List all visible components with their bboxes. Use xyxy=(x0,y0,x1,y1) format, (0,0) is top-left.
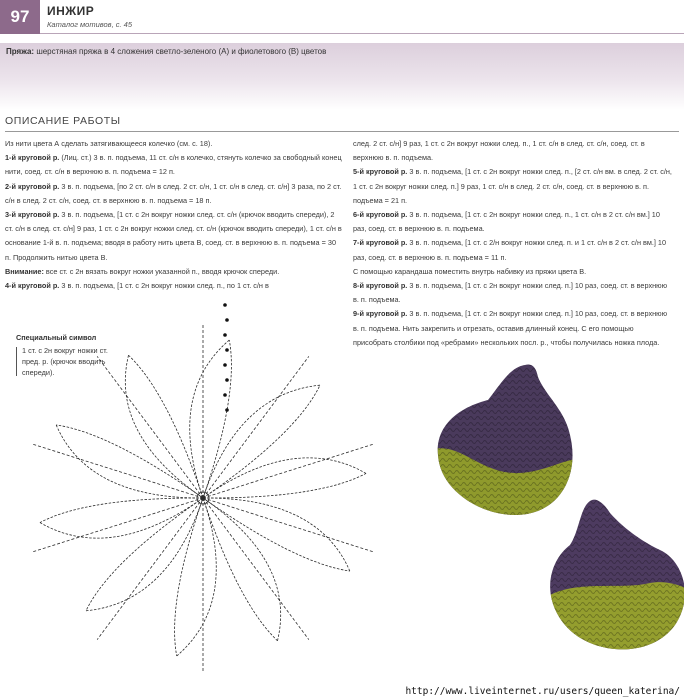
row-label: 7-й круговой р. xyxy=(353,238,408,248)
row-label: 6-й круговой р. xyxy=(353,210,408,220)
yarn-description: шерстяная пряжа в 4 сложения светло-зеленого (А) и фиолетового (В) цветов xyxy=(34,47,327,56)
intro-paragraph: Из нити цвета А сделать затягивающееся колечко (см. с. 18). xyxy=(5,139,213,148)
row-text: 3 в. п. подъема, [1 ст. с 2н вокруг ножки след. п., [2 ст. с/н вм. в след. 2 ст. с/н, 1 ст. с 2н вокруг ножки след. п.] 9 раз, 1 ст. с/н в след. 2 ст. с/н, соед. ст. в верхнюю в. п. подъема = 21 п. xyxy=(353,167,672,205)
row-label: 9-й круговой р. xyxy=(353,309,408,319)
row-text: (Лиц. ст.) 3 в. п. подъема, 11 ст. с/н в колечко, стянуть колечко за свободный конец нити, соед. ст. с/н в верхнюю в. п. подъема = 12 п. xyxy=(5,153,342,177)
crochet-chart-strokes xyxy=(32,303,374,673)
row-label: 4-й круговой р. xyxy=(5,281,60,291)
yarn-info xyxy=(6,47,326,56)
special-symbol-title: Специальный символ xyxy=(16,333,97,342)
note xyxy=(5,265,343,279)
row-text: 3 в. п. подъема, [1 ст. с 2н вокруг ножки след. п., по 1 ст. с/н в xyxy=(59,281,269,291)
watermark-url: http://www.liveinternet.ru/users/queen_katerina/ xyxy=(405,686,680,697)
row-label: 1-й круговой р. xyxy=(5,153,60,163)
row-1 xyxy=(5,151,343,179)
instructions-left-column xyxy=(5,137,343,293)
row-text: 3 в. п. подъема, [1 ст. с 2н вокруг ножки след. п., 1 ст. с/н в 2 ст. с/н вм.] 10 раз, соед. ст. в верхнюю в. п. подъема. xyxy=(353,210,660,234)
note-label: Внимание: xyxy=(5,266,44,276)
row-6 xyxy=(353,208,673,236)
page-title: ИНЖИР xyxy=(47,4,95,18)
row-4-continued: след. 2 ст. с/н] 9 раз, 1 ст. с 2н вокруг ножки след. п., 1 ст. с/н в след. ст. с/н, соед. ст. в верхнюю в. п. подъема. xyxy=(353,139,645,163)
row-label: 3-й круговой р. xyxy=(5,210,60,220)
row-label: 2-й круговой р. xyxy=(5,181,60,191)
stuffing-note: С помощью карандаша поместить внутрь набивку из пряжи цвета В. xyxy=(353,266,587,276)
page-number: 97 xyxy=(0,0,40,34)
row-text: 3 в. п. подъема, [1 ст. с 2/н вокруг ножки след. п. и 1 ст. с/н в 2 ст. с/н вм.] 10 раз, соед. ст. в верхнюю в. п. подъема = 11 п. xyxy=(353,238,667,262)
row-3 xyxy=(5,208,343,265)
row-label: 5-й круговой р. xyxy=(353,167,408,177)
row-7 xyxy=(353,236,673,264)
section-divider xyxy=(5,131,679,132)
fig-1 xyxy=(420,355,684,700)
page-subtitle: Каталог мотивов, с. 45 xyxy=(47,20,133,29)
row-label: 8-й круговой р. xyxy=(353,281,408,291)
note-text: все ст. с 2н вязать вокруг ножки указанной п., вводя крючок спереди. xyxy=(43,266,280,276)
row-text: 3 в. п. подъема, [1 ст. с 2н вокруг ножки след. ст. с/н (крючок вводить спереди), 2 ст. с/н в след. ст. с/н] 9 раз, 1 ст. с 2н вокруг ножки след. ст. с/н (крючок вводить спереди), 1 ст. с/н в основание 1-й в. п. подъема; вводя в работу нить цвета В, соед. ст. в верхнюю в. п. подъема = 30 п. Продолжить нитью цвета В. xyxy=(5,210,342,262)
row-2 xyxy=(5,180,343,208)
row-5 xyxy=(353,165,673,208)
row-text: 3 в. п. подъема, [1 ст. с 2н вокруг ножки след. п.] 10 раз, соед. ст. в верхнюю в. п. подъема. Нить закрепить и отрезать, оставив длинный конец. С его помощью присобрать столбики под «ребрами» нескольких посл. р., чтобы получилась ножка плода. xyxy=(353,309,668,347)
crochet-chart-diagram xyxy=(0,290,420,690)
yarn-label: Пряжа: xyxy=(6,47,35,56)
row-text: 3 в. п. подъема, [по 2 ст. с/н в след. 2 ст. с/н, 1 ст. с/н в след. ст. с/н] 3 раза, по 2 ст. с/н в след. 2 ст. с/н, соед. ст. в верхнюю в. п. подъема = 18 п. xyxy=(5,181,342,205)
row-text: 3 в. п. подъема, [1 ст. с 2н вокруг ножки след. п.] 10 раз, соед. ст. в верхнюю в. п. подъема. xyxy=(353,281,668,305)
special-symbol-text: 1 ст. с 2н вокруг ножки ст. пред. р. (крючок вводить спереди). xyxy=(16,345,126,378)
knitted-figs-photo xyxy=(420,355,684,700)
section-title: ОПИСАНИЕ РАБОТЫ xyxy=(5,115,121,127)
header-divider xyxy=(40,33,684,34)
